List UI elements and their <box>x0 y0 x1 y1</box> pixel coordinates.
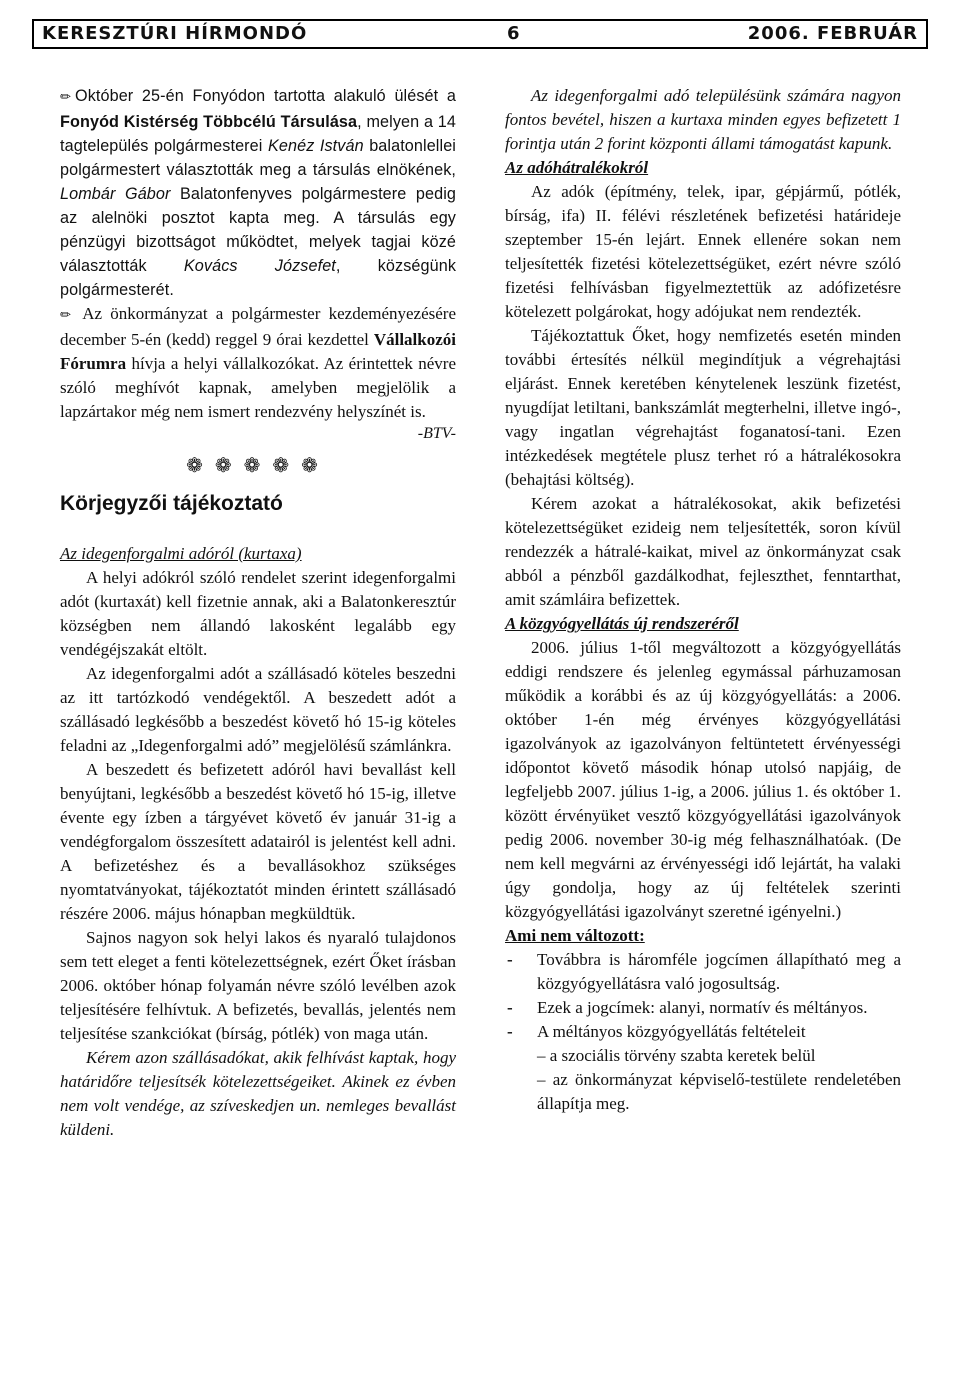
right-column <box>505 84 901 1116</box>
paragraph: Sajnos nagyon sok helyi lakos és nyaraló tulajdonos sem tett eleget a fenti kötelezettségnek, ezért Őket írásban 2006. október hónap folyamán névre szóló levélben azok teljesítésére felhívtuk. A befizetés, bevallás, jelentés nem teljesítése szankciókat (bírság, pótlék) von maga után. <box>60 928 456 1043</box>
paragraph: Kérem azokat a hátralékosokat, akik befizetési kötelezettségüket ezideig nem teljesítették, soron kívül rendezzék a hátralé-kaikat, mivel az önkormányzat csak abból a pénzből gazdálkodhat, fejleszthet, fenntarthat, amit számláira befizettek. <box>505 494 901 609</box>
subheading-nem-valtozott: Ami nem változott: <box>505 926 645 945</box>
paragraph: Az idegenforgalmi adót a szállásadó köteles beszedni az itt tartózkodó vendégektől. A beszedett adót a szállásadó legkésőbb a beszedést követő hó 15-ig köteles feladni az „Idegenforgalmi adó” megjelölésű számlánkra. <box>60 664 456 755</box>
list-subitem: – a szociális törvény szabta keretek belül <box>537 1046 816 1065</box>
issue-date: 2006. FEBRUÁR <box>747 23 918 44</box>
news-item-forum: ✏ Az önkormányzat a polgármester kezdeményezésére december 5-én (kedd) reggel 9 órai kezdettel Vállalkozói Fórumra hívja a helyi vállalkozókat. Az érintettek névre szóló meghívót kapnak, amelyben megjelölik a lapzártakor még nem ismert rendezvény helyszínét is. <box>60 304 457 421</box>
article-title: Körjegyzői tájékoztató <box>60 492 283 515</box>
pointer-arrow-icon: ✏ <box>60 90 71 105</box>
subheading-adohatralek: Az adóhátralékokról <box>505 158 649 177</box>
signature: -BTV- <box>417 425 456 442</box>
paragraph: Tájékoztattuk Őket, hogy nemfizetés esetén minden további értesítés nélkül megindítjuk a végrehajtási eljárást. Ennek keretében kénytelenek leszünk fizetést, nyugdíjat letiltani, bankszámlát megterhelni, illetve ingó-, vagy ingatlan végrehajtást foganatosí-tani. Ezen intézkedések megtétele plusz terhet ró a hátralékosokra (behajtási költség). <box>505 326 901 489</box>
list-item: - A méltányos közgyógyellátás feltételeit <box>505 1020 901 1044</box>
paragraph: A helyi adókról szóló rendelet szerint idegenforgalmi adót (kurtaxát) kell fizetnie annak, aki a Balatonkeresztúr községben nem állandó lakosként legalább egy vendégéjszakát eltölt. <box>60 568 456 659</box>
left-column <box>60 84 456 1142</box>
paragraph: A beszedett és befizetett adóról havi bevallást kell benyújtani, legkésőbb a beszedést követő hó 15-ig, illetve évente egy ízben a tárgyévet követő év január 31-ig a vendégforgalom összesített adatairól is jelentést kell adni. A befizetéshez és a bevallásokhoz szükséges nyomtatványokat, tájékoztatót minden érintett szállásadó részére 2006. május hónapban megküldtük. <box>60 760 456 923</box>
newspaper-title: KERESZTÚRI HÍRMONDÓ <box>42 23 308 44</box>
list-item: - Továbbra is háromféle jogcímen állapítható meg a közgyógyellátásra való jogosultság. <box>505 948 901 996</box>
news-item-fonyod: ✏ Október 25-én Fonyódon tartotta alakuló ülését a Fonyód Kistérség Többcélú Társulása, melyen a 14 tagtelepülés polgármesterei Kenéz István balatonlellei polgármestert választották meg a társulás elnökének, Lombár Gábor Balatonfenyves polgármestere pedig az alelnöki posztot kapta meg. A társulás egy pénzügyi bizottságot működtet, melyek tagjai közé választották Kovács Józsefet, községünk polgármesterét. <box>60 87 457 299</box>
subheading-kurtaxa: Az idegenforgalmi adóról (kurtaxa) <box>60 544 302 563</box>
pointer-arrow-icon: ✏ <box>60 308 71 323</box>
ornament-divider: ❁❁❁❁❁ <box>186 453 330 477</box>
subheading-kozgyogyellatas: A közgyógyellátás új rendszeréről <box>505 614 739 633</box>
list-item: - Ezek a jogcímek: alanyi, normatív és méltányos. <box>505 996 901 1020</box>
paragraph: 2006. július 1-től megváltozott a közgyógyellátás eddigi rendszere és jelenleg egymással párhuzamosan működik a korábbi és az új közgyógyellátás: a 2006. október 1-én még érvényes közgyógyellátási igazolványok az igazolványon feltüntetett érvényességi időpontot követő második hónap utolsó napjáig, de legfeljebb 2007. július 1-ig, a 2006. július 1. és október 1. között érvényüket vesztő közgyógyellátási igazolványok pedig 2006. november 30-ig még felhasználhatóak. (De nem kell megvárni az érvényességi idő lejártát, ha valaki úgy gondolja, hogy az új feltételek szerinti közgyógyellátási igazolványt szeretné igényelni.) <box>505 638 901 921</box>
paragraph-italic: Kérem azon szállásadókat, akik felhívást kaptak, hogy határidőre teljesítsék kötelezettségeiket. Akinek ez évben nem volt vendége, az szíveskedjen un. nemleges bevallást küldeni. <box>60 1048 456 1139</box>
list-dash: - <box>507 998 513 1017</box>
list-dash: - <box>507 950 513 969</box>
page-number: 6 <box>507 23 521 44</box>
paragraph-italic: Az idegenforgalmi adó településünk számára nagyon fontos bevétel, hiszen a kurtaxa minden egyes befizetett 1 forintja után 2 forint központi állami támogatást kapunk. <box>505 86 901 153</box>
list-dash: - <box>507 1022 513 1041</box>
paragraph: Az adók (építmény, telek, ipar, gépjármű, pótlék, bírság, ifa) II. félévi részletének befizetési határideje szeptember 15-én lejárt. Ennek ellenére sokan nem teljesítették fizetési kötelezettségüket, ezért névre szóló fizetési felhívásban figyelmeztettük az adófizetésre kötelezett polgárokat, hogy adójukat nem rendezték. <box>505 182 901 321</box>
list-subitem: – az önkormányzat képviselő-testülete rendeletében állapítja meg. <box>537 1070 901 1113</box>
newspaper-header <box>32 19 928 49</box>
